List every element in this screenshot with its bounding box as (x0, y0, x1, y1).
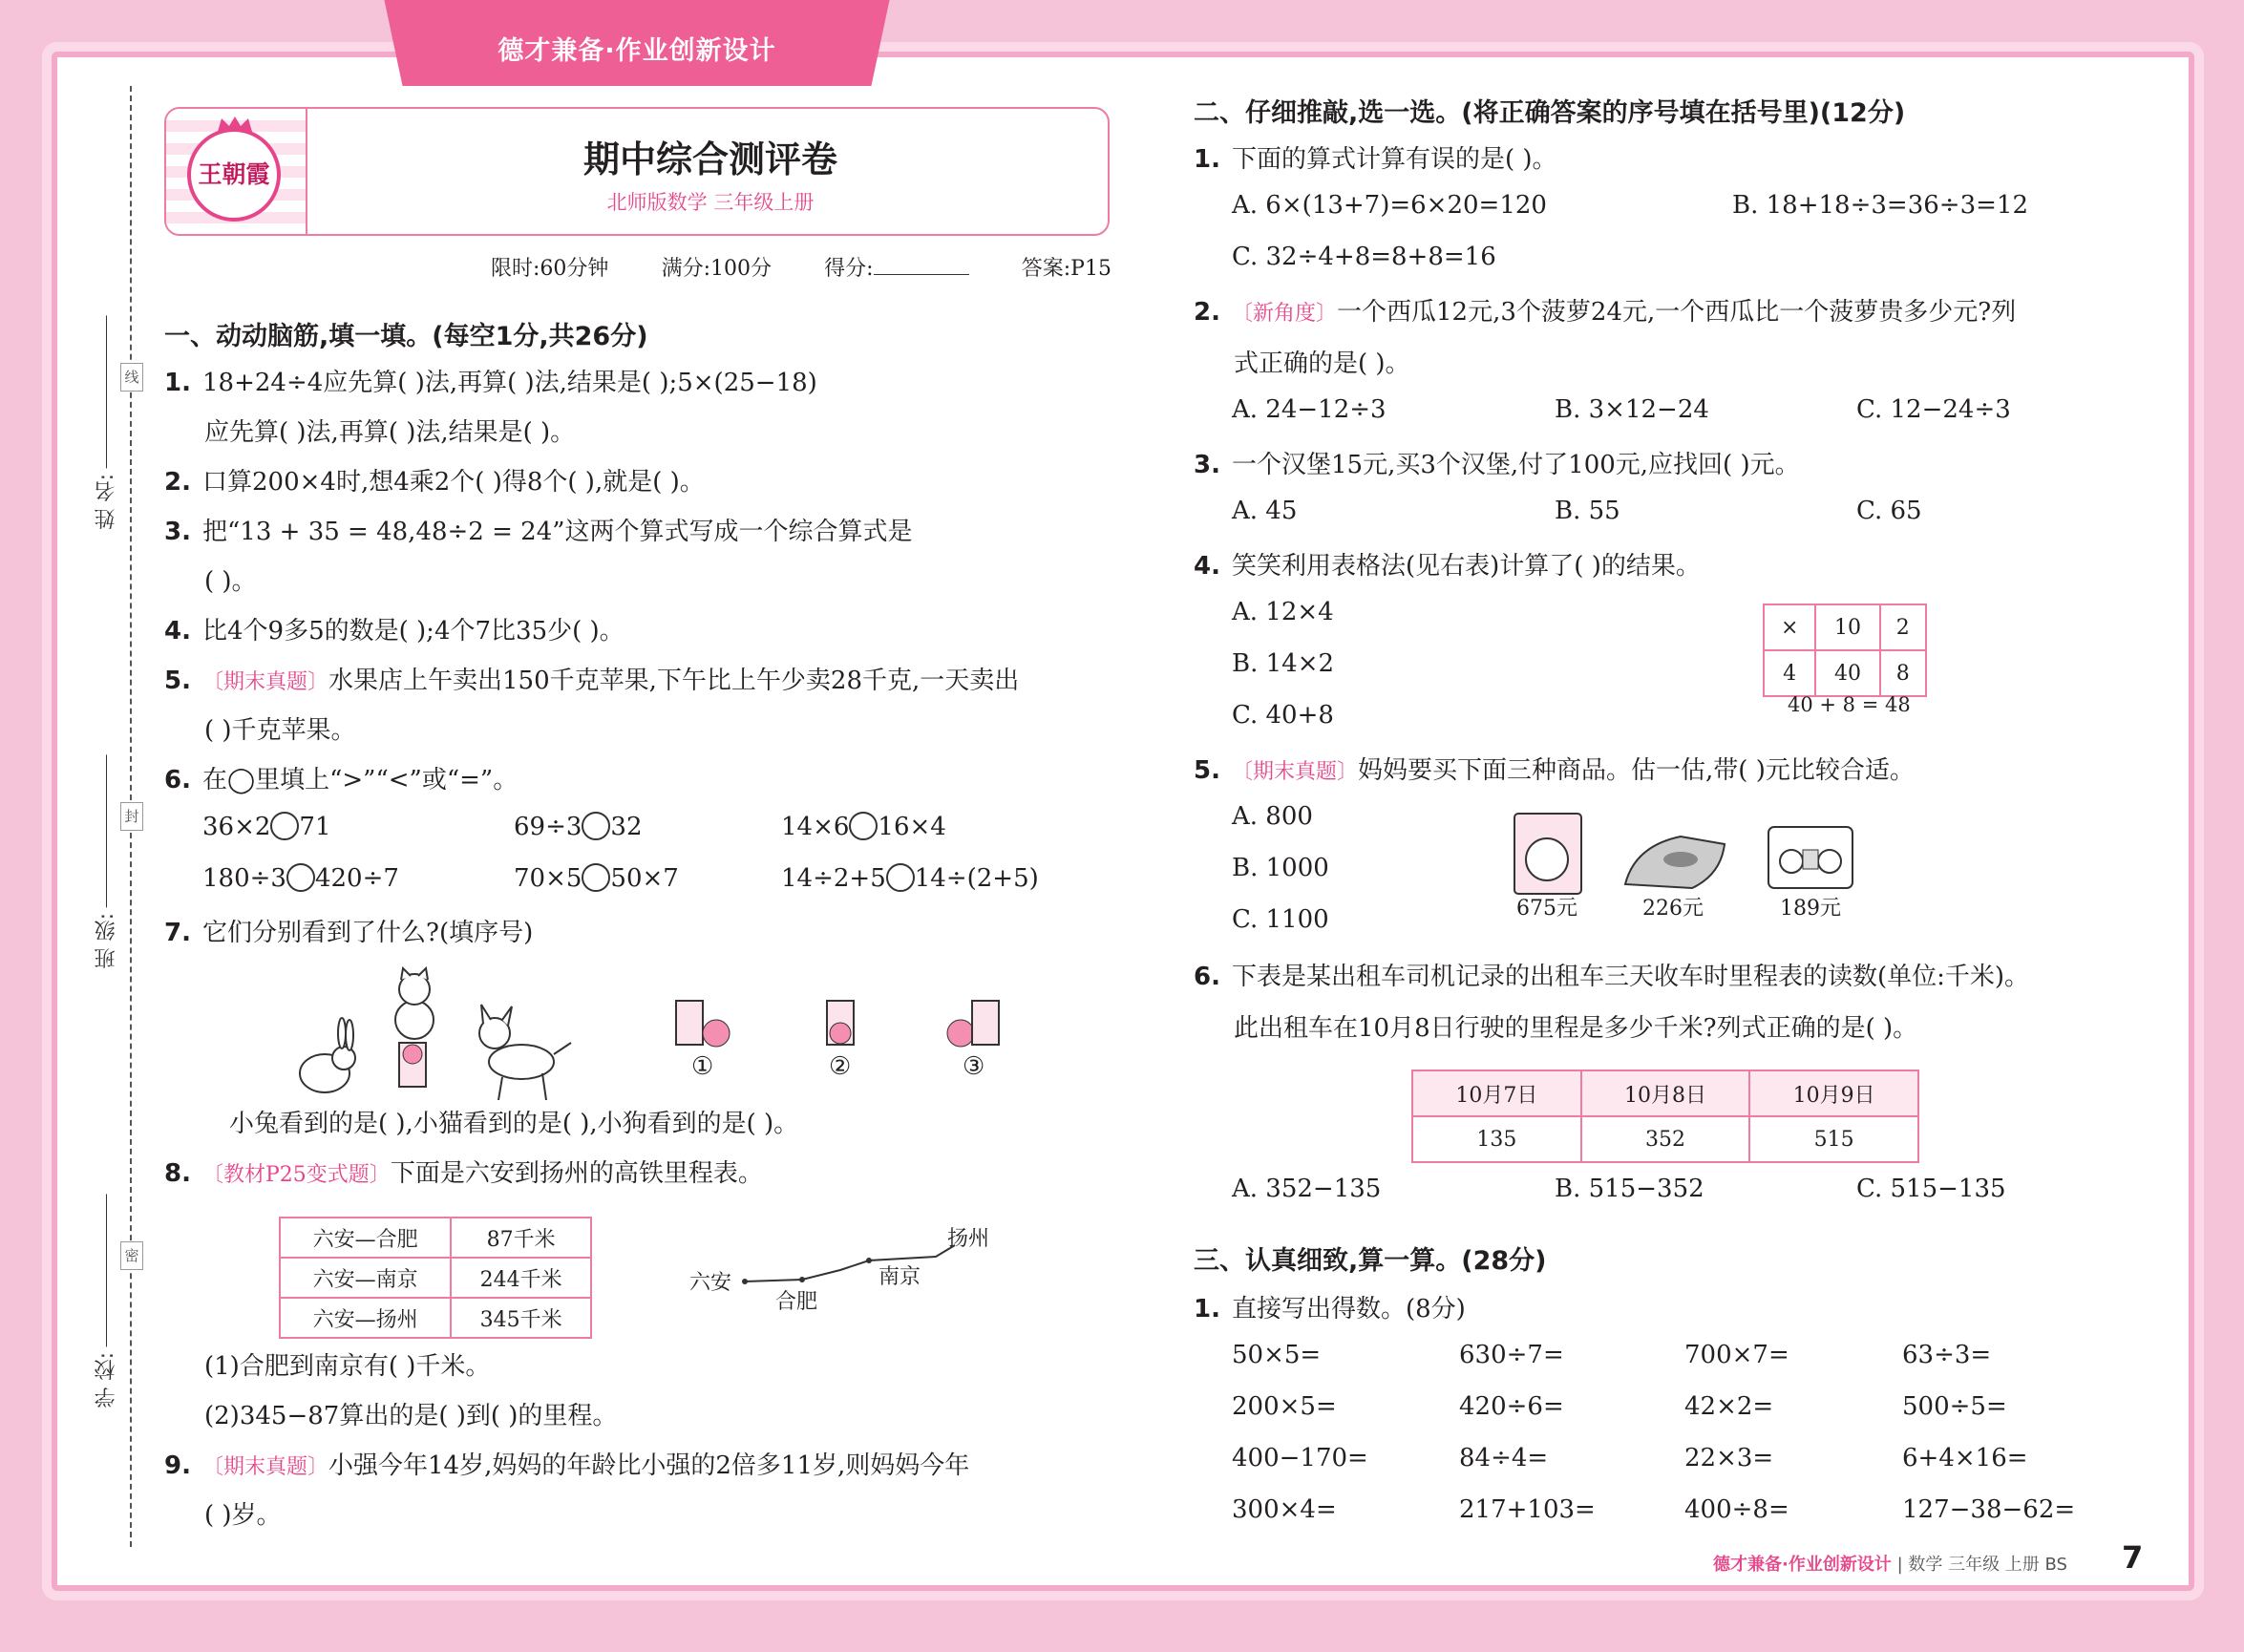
score-field[interactable]: 得分: (824, 252, 968, 282)
view-label-1: ① (691, 1052, 714, 1081)
compare-circle[interactable] (582, 812, 610, 840)
view-2-icon (827, 1001, 854, 1045)
option-b: B. 515−352 (1555, 1175, 1704, 1203)
view-3-icon (947, 1001, 999, 1047)
map-label-luan: 六安 (689, 1271, 732, 1295)
s1-question-7: 7. 它们分别看到了什么?(填序号) (164, 919, 534, 947)
map-label-yangzhou: 扬州 (947, 1227, 990, 1251)
option-c: C. 32÷4+8=8+8=16 (1232, 243, 1496, 271)
full-score: 满分:100分 (661, 257, 772, 281)
brand-logo: 王朝霞 (187, 128, 281, 222)
compare-circle[interactable] (286, 863, 315, 892)
date-header: 10月8日 (1581, 1070, 1750, 1116)
distance-route: 六安—扬州 (280, 1298, 451, 1338)
map-label-hefei: 合肥 (775, 1290, 818, 1314)
page-number: 7 (2122, 1539, 2144, 1576)
compare-circle[interactable] (582, 863, 610, 892)
class-field[interactable]: 班 级: (92, 754, 126, 968)
distance-route: 六安—南京 (280, 1258, 451, 1298)
s1-question-9: 9. 〔期末真题〕小强今年14岁,妈妈的年龄比小强的2倍多11岁,则妈妈今年 (164, 1451, 970, 1480)
products-illustration (1499, 808, 1862, 903)
option-a: A. 6×(13+7)=6×20=120 (1232, 191, 1547, 220)
compare-item-6: 14÷2+5 14÷(2+5) (781, 864, 1039, 893)
calc-item: 400−170= (1232, 1444, 1368, 1472)
school-field[interactable]: 学 校: (92, 1194, 126, 1408)
option-a: A. 352−135 (1232, 1175, 1382, 1203)
s1-question-2: 2. 口算200×4时,想4乘2个( )得8个( ),就是( )。 (164, 468, 705, 497)
seal-mark-xian: 线 (120, 363, 143, 392)
option-b: B. 1000 (1232, 854, 1329, 882)
compare-circle[interactable] (886, 863, 915, 892)
s1-q7-answer: 小兔看到的是( ),小猫看到的是( ),小狗看到的是( )。 (229, 1110, 799, 1138)
calc-item: 84÷4= (1459, 1444, 1549, 1472)
option-a: A. 800 (1232, 802, 1313, 831)
s2-q6-line2: 此出租车在10月8日行驶的里程是多少千米?列式正确的是( )。 (1234, 1014, 1918, 1043)
option-b: B. 14×2 (1232, 649, 1335, 678)
map-label-nanjing: 南京 (879, 1265, 921, 1289)
exam-subtitle: 北师版数学 三年级上册 (606, 191, 815, 214)
s2-question-4: 4. 笑笑利用表格法(见右表)计算了( )的结果。 (1194, 552, 1701, 581)
option-c: C. 12−24÷3 (1856, 395, 2011, 424)
seal-mark-mi: 密 (120, 1241, 143, 1270)
logo-area (166, 109, 307, 234)
exam-title: 期中综合测评卷 (582, 138, 837, 180)
tag-textbook: 〔教材P25变式题〕 (202, 1163, 391, 1187)
exam-meta (491, 252, 1111, 282)
s1-q9-line2: ( )岁。 (204, 1501, 282, 1530)
section2-title: 二、仔细推敲,选一选。(将正确答案的序号填在括号里)(12分) (1194, 98, 1906, 128)
calc-item: 500÷5= (1902, 1392, 2007, 1421)
electric-iron-icon (1625, 837, 1725, 888)
radio-icon (1768, 827, 1852, 888)
option-b: B. 3×12−24 (1555, 395, 1709, 424)
option-c: C. 65 (1856, 497, 1922, 525)
calc-item: 217+103= (1459, 1495, 1596, 1524)
date-header: 10月9日 (1749, 1070, 1918, 1116)
dog-icon (479, 1005, 571, 1100)
s1-question-4: 4. 比4个9多5的数是( );4个7比35少( )。 (164, 617, 625, 646)
page-footer: 德才兼备·作业创新设计 | 数学 三年级 上册 BS (1713, 1555, 2067, 1575)
distance-value: 87千米 (451, 1218, 591, 1258)
odometer-value: 135 (1412, 1116, 1581, 1162)
s2-q2-line2: 式正确的是( )。 (1234, 349, 1410, 378)
s2-question-6: 6. 下表是某出租车司机记录的出租车三天收车时里程表的读数(单位:千米)。 (1194, 963, 2030, 991)
compare-item-3: 14×6 16×4 (781, 813, 946, 841)
view-1-icon (676, 1001, 730, 1047)
compare-item-2: 69÷3 32 (514, 813, 643, 841)
s2-question-5: 5. 〔期末真题〕妈妈要买下面三种商品。估一估,带( )元比较合适。 (1194, 756, 1915, 785)
calc-item: 630÷7= (1459, 1341, 1564, 1369)
compare-item-5: 70×5 50×7 (514, 864, 679, 893)
tag-final-exam: 〔期末真题〕 (202, 1455, 329, 1479)
s1-question-8: 8. 〔教材P25变式题〕下面是六安到扬州的高铁里程表。 (164, 1159, 763, 1188)
price-iron: 226元 (1642, 897, 1704, 921)
s1-q8-sub2: (2)345−87算出的是( )到( )的里程。 (204, 1402, 618, 1430)
tag-new-angle: 〔新角度〕 (1232, 302, 1338, 326)
tag-final-exam: 〔期末真题〕 (202, 670, 329, 694)
calc-item: 300×4= (1232, 1495, 1337, 1524)
animals-illustration (286, 966, 582, 1110)
header-tab: 德才兼备·作业创新设计 (413, 0, 861, 86)
compare-item-4: 180÷3 420÷7 (202, 864, 399, 893)
option-c: C. 40+8 (1232, 701, 1334, 730)
distance-table (279, 1217, 592, 1339)
distance-route: 六安—合肥 (280, 1218, 451, 1258)
distance-value: 244千米 (451, 1258, 591, 1298)
binding-strip (92, 86, 149, 1547)
name-field[interactable]: 姓 名: (92, 315, 126, 529)
calc-item: 6+4×16= (1902, 1444, 2028, 1472)
title-box (164, 107, 1110, 236)
price-radio: 189元 (1780, 897, 1841, 921)
s1-question-1: 1. 18+24÷4应先算( )法,再算( )法,结果是( );5×(25−18) (164, 369, 817, 397)
compare-circle[interactable] (270, 812, 299, 840)
option-a: A. 12×4 (1232, 598, 1334, 626)
view-label-3: ③ (963, 1052, 985, 1081)
grid-caption: 40 + 8 = 48 (1788, 693, 1911, 716)
time-limit: 限时:60分钟 (491, 257, 609, 281)
s3-question-1: 1. 直接写出得数。(8分) (1194, 1295, 1466, 1324)
cat-icon (395, 968, 434, 1039)
calc-item: 700×7= (1684, 1341, 1789, 1369)
section1-title: 一、动动脑筋,填一填。(每空1分,共26分) (164, 322, 648, 351)
calc-item: 420÷6= (1459, 1392, 1564, 1421)
s2-question-3: 3. 一个汉堡15元,买3个汉堡,付了100元,应找回( )元。 (1194, 451, 1800, 479)
calc-item: 63÷3= (1902, 1341, 1992, 1369)
multiplication-grid: × 10 2 4 40 8 (1763, 604, 1927, 697)
view-label-2: ② (829, 1052, 852, 1081)
rabbit-icon (300, 1018, 355, 1092)
s1-q3-line2: ( )。 (204, 567, 257, 596)
cup-with-ball-icon (399, 1043, 426, 1087)
s1-question-3: 3. 把“13 + 35 = 48,48÷2 = 24”这两个算式写成一个综合算式是 (164, 518, 913, 546)
distance-value: 345千米 (451, 1298, 591, 1338)
price-washer: 675元 (1516, 897, 1577, 921)
s1-q8-sub1: (1)合肥到南京有( )千米。 (204, 1352, 491, 1381)
date-header: 10月7日 (1412, 1070, 1581, 1116)
calc-item: 200×5= (1232, 1392, 1337, 1421)
s1-q5-line2: ( )千克苹果。 (204, 716, 356, 745)
s2-question-2: 2. 〔新角度〕一个西瓜12元,3个菠萝24元,一个西瓜比一个菠萝贵多少元?列 (1194, 298, 2017, 327)
option-a: A. 24−12÷3 (1232, 395, 1387, 424)
option-c: C. 515−135 (1856, 1175, 2006, 1203)
section3-title: 三、认真细致,算一算。(28分) (1194, 1246, 1547, 1276)
seal-mark-feng: 封 (120, 802, 143, 831)
s1-question-6: 6. 在◯里填上“>”“<”或“=”。 (164, 766, 519, 794)
calc-item: 127−38−62= (1902, 1495, 2076, 1524)
option-b: B. 18+18÷3=36÷3=12 (1732, 191, 2028, 220)
s1-question-5: 5. 〔期末真题〕水果店上午卖出150千克苹果,下午比上午少卖28千克,一天卖出 (164, 667, 1020, 695)
calc-item: 50×5= (1232, 1341, 1322, 1369)
compare-item-1: 36×2 71 (202, 813, 331, 841)
washing-machine-icon (1514, 814, 1581, 894)
odometer-value: 515 (1749, 1116, 1918, 1162)
odometer-value: 352 (1581, 1116, 1750, 1162)
odometer-table (1411, 1070, 1919, 1163)
tag-final-exam: 〔期末真题〕 (1232, 760, 1359, 784)
option-a: A. 45 (1232, 497, 1298, 525)
option-b: B. 55 (1555, 497, 1620, 525)
calc-item: 400÷8= (1684, 1495, 1789, 1524)
calc-item: 22×3= (1684, 1444, 1774, 1472)
option-c: C. 1100 (1232, 905, 1329, 934)
compare-circle[interactable] (849, 812, 878, 840)
s1-q1-line2: 应先算( )法,再算( )法,结果是( )。 (204, 418, 576, 447)
calc-item: 42×2= (1684, 1392, 1774, 1421)
answer-ref: 答案:P15 (1021, 257, 1111, 281)
s2-question-1: 1. 下面的算式计算有误的是( )。 (1194, 145, 1557, 174)
